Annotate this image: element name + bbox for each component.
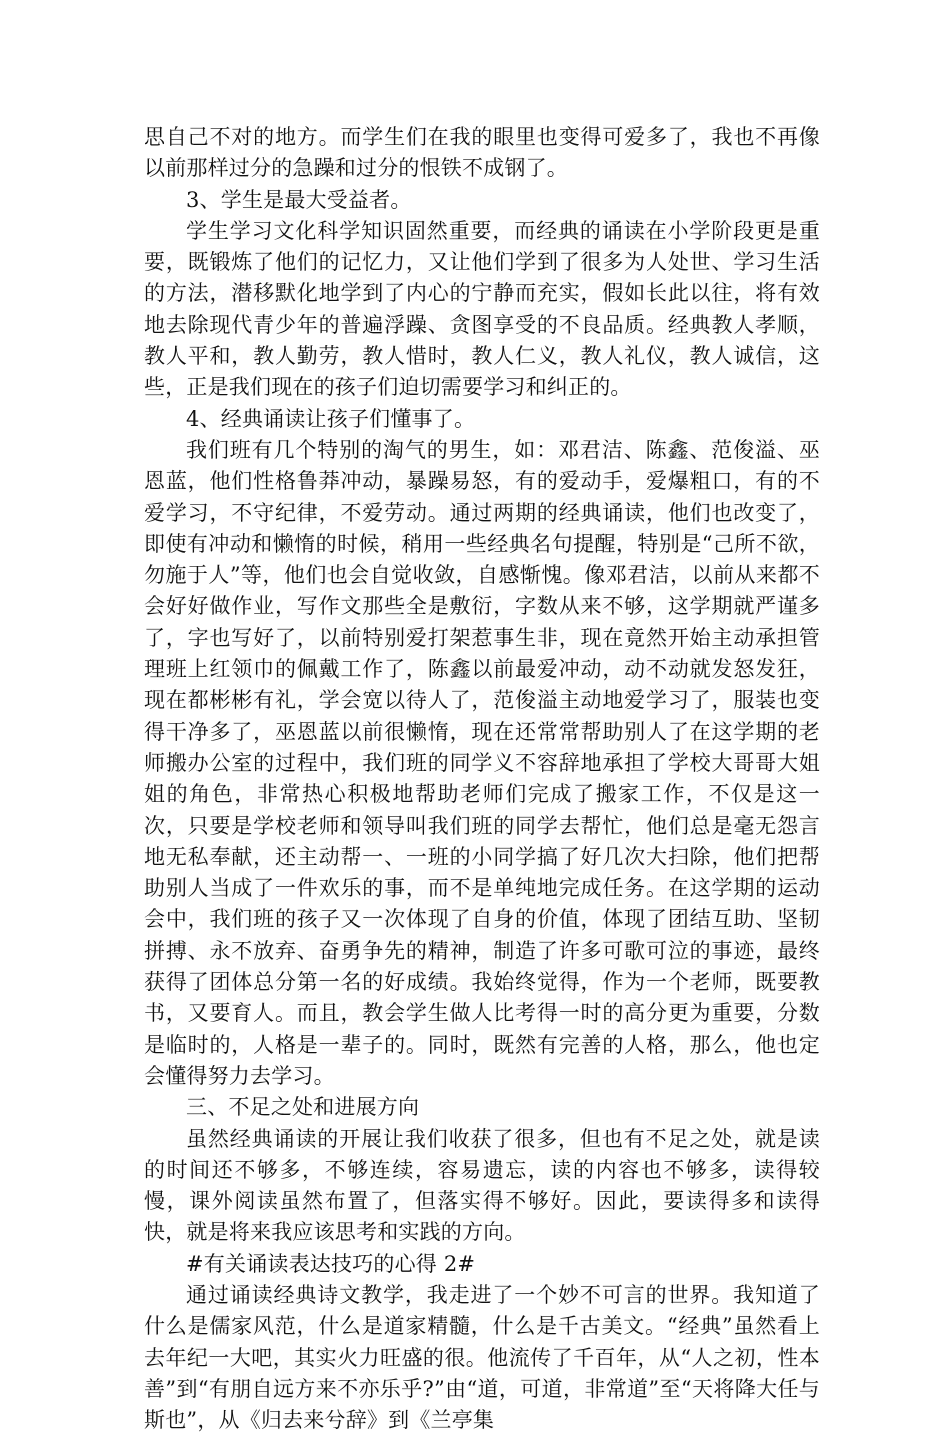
paragraph-shortcomings: 虽然经典诵读的开展让我们收获了很多，但也有不足之处，就是读的时间还不够多，不够连续，容易遗忘，读的内容也不够多，读得较慢，课外阅读虽然布置了，但落实得不够好。因此，要读得多和读得快，就是将来我应该思考和实践的方向。 bbox=[144, 1126, 820, 1245]
heading-students-benefit: 3、学生是最大受益者。 bbox=[186, 187, 412, 212]
heading-children-sensible: 4、经典诵读让孩子们懂事了。 bbox=[186, 406, 476, 431]
paragraph-essay-2-intro: 通过诵读经典诗文教学，我走进了一个妙不可言的世界。我知道了什么是儒家风范，什么是道家精髓，什么是千古美文。“经典”虽然看上去年纪一大吧，其实火力旺盛的很。他流传了千百年，从“人之初，性本善”到“有朋自远方来不亦乐乎?”由“道，可道，非常道”至“天将降大任与斯也”，从《归去来兮辞》到《兰亭集 bbox=[144, 1282, 820, 1433]
paragraph-classics-value: 学生学习文化科学知识固然重要，而经典的诵读在小学阶段更是重要，既锻炼了他们的记忆力，又让他们学到了很多为人处世、学习生活的方法，潜移默化地学到了内心的宁静而充实，假如长此以往，将有效地去除现代青少年的普遍浮躁、贪图享受的不良品质。经典教人孝顺，教人平和，教人勤劳，教人惜时，教人仁义，教人礼仪，教人诚信，这些，正是我们现在的孩子们迫切需要学习和纠正的。 bbox=[144, 218, 820, 400]
paragraph-continued: 思自己不对的地方。而学生们在我的眼里也变得可爱多了，我也不再像以前那样过分的急躁和过分的恨铁不成钢了。 bbox=[144, 125, 820, 181]
document-page bbox=[144, 122, 820, 1436]
heading-essay-2: #有关诵读表达技巧的心得 2# bbox=[186, 1251, 476, 1276]
heading-shortcomings: 三、不足之处和进展方向 bbox=[186, 1095, 420, 1120]
paragraph-naughty-boys: 我们班有几个特别的淘气的男生，如：邓君洁、陈鑫、范俊溢、巫恩蓝，他们性格鲁莽冲动，暴躁易怒，有的爱动手，爱爆粗口，有的不爱学习，不守纪律，不爱劳动。通过两期的经典诵读，他们也改变了，即使有冲动和懒惰的时候，稍用一些经典名句提醒，特别是“己所不欲，勿施于人”等，他们也会自觉收敛，自感惭愧。像邓君洁，以前从来都不会好好做作业，写作文那些全是敷衍，字数从来不够，这学期就严谨多了，字也写好了，以前特别爱打架惹事生非，现在竟然开始主动承担管理班上红领巾的佩戴工作了，陈鑫以前最爱冲动，动不动就发怒发狂，现在都彬彬有礼，学会宽以待人了，范俊溢主动地爱学习了，服装也变得干净多了，巫恩蓝以前很懒惰，现在还常常帮助别人了在这学期的老师搬办公室的过程中，我们班的同学义不容辞地承担了学校大哥哥大姐姐的角色，非常热心积极地帮助老师们完成了搬家工作，不仅是这一次，只要是学校老师和领导叫我们班的同学去帮忙，他们总是毫无怨言地无私奉献，还主动帮一、一班的小同学搞了好几次大扫除，他们把帮助别人当成了一件欢乐的事，而不是单纯地完成任务。在这学期的运动会中，我们班的孩子又一次体现了自身的价值，体现了团结互助、坚韧拼搏、永不放弃、奋勇争先的精神，制造了许多可歌可泣的事迹，最终获得了团体总分第一名的好成绩。我始终觉得，作为一个老师，既要教书，又要育人。而且，教会学生做人比考得一时的高分更为重要，分数是临时的，人格是一辈子的。同时，既然有完善的人格，那么，他也定会懂得努力去学习。 bbox=[144, 437, 820, 1088]
